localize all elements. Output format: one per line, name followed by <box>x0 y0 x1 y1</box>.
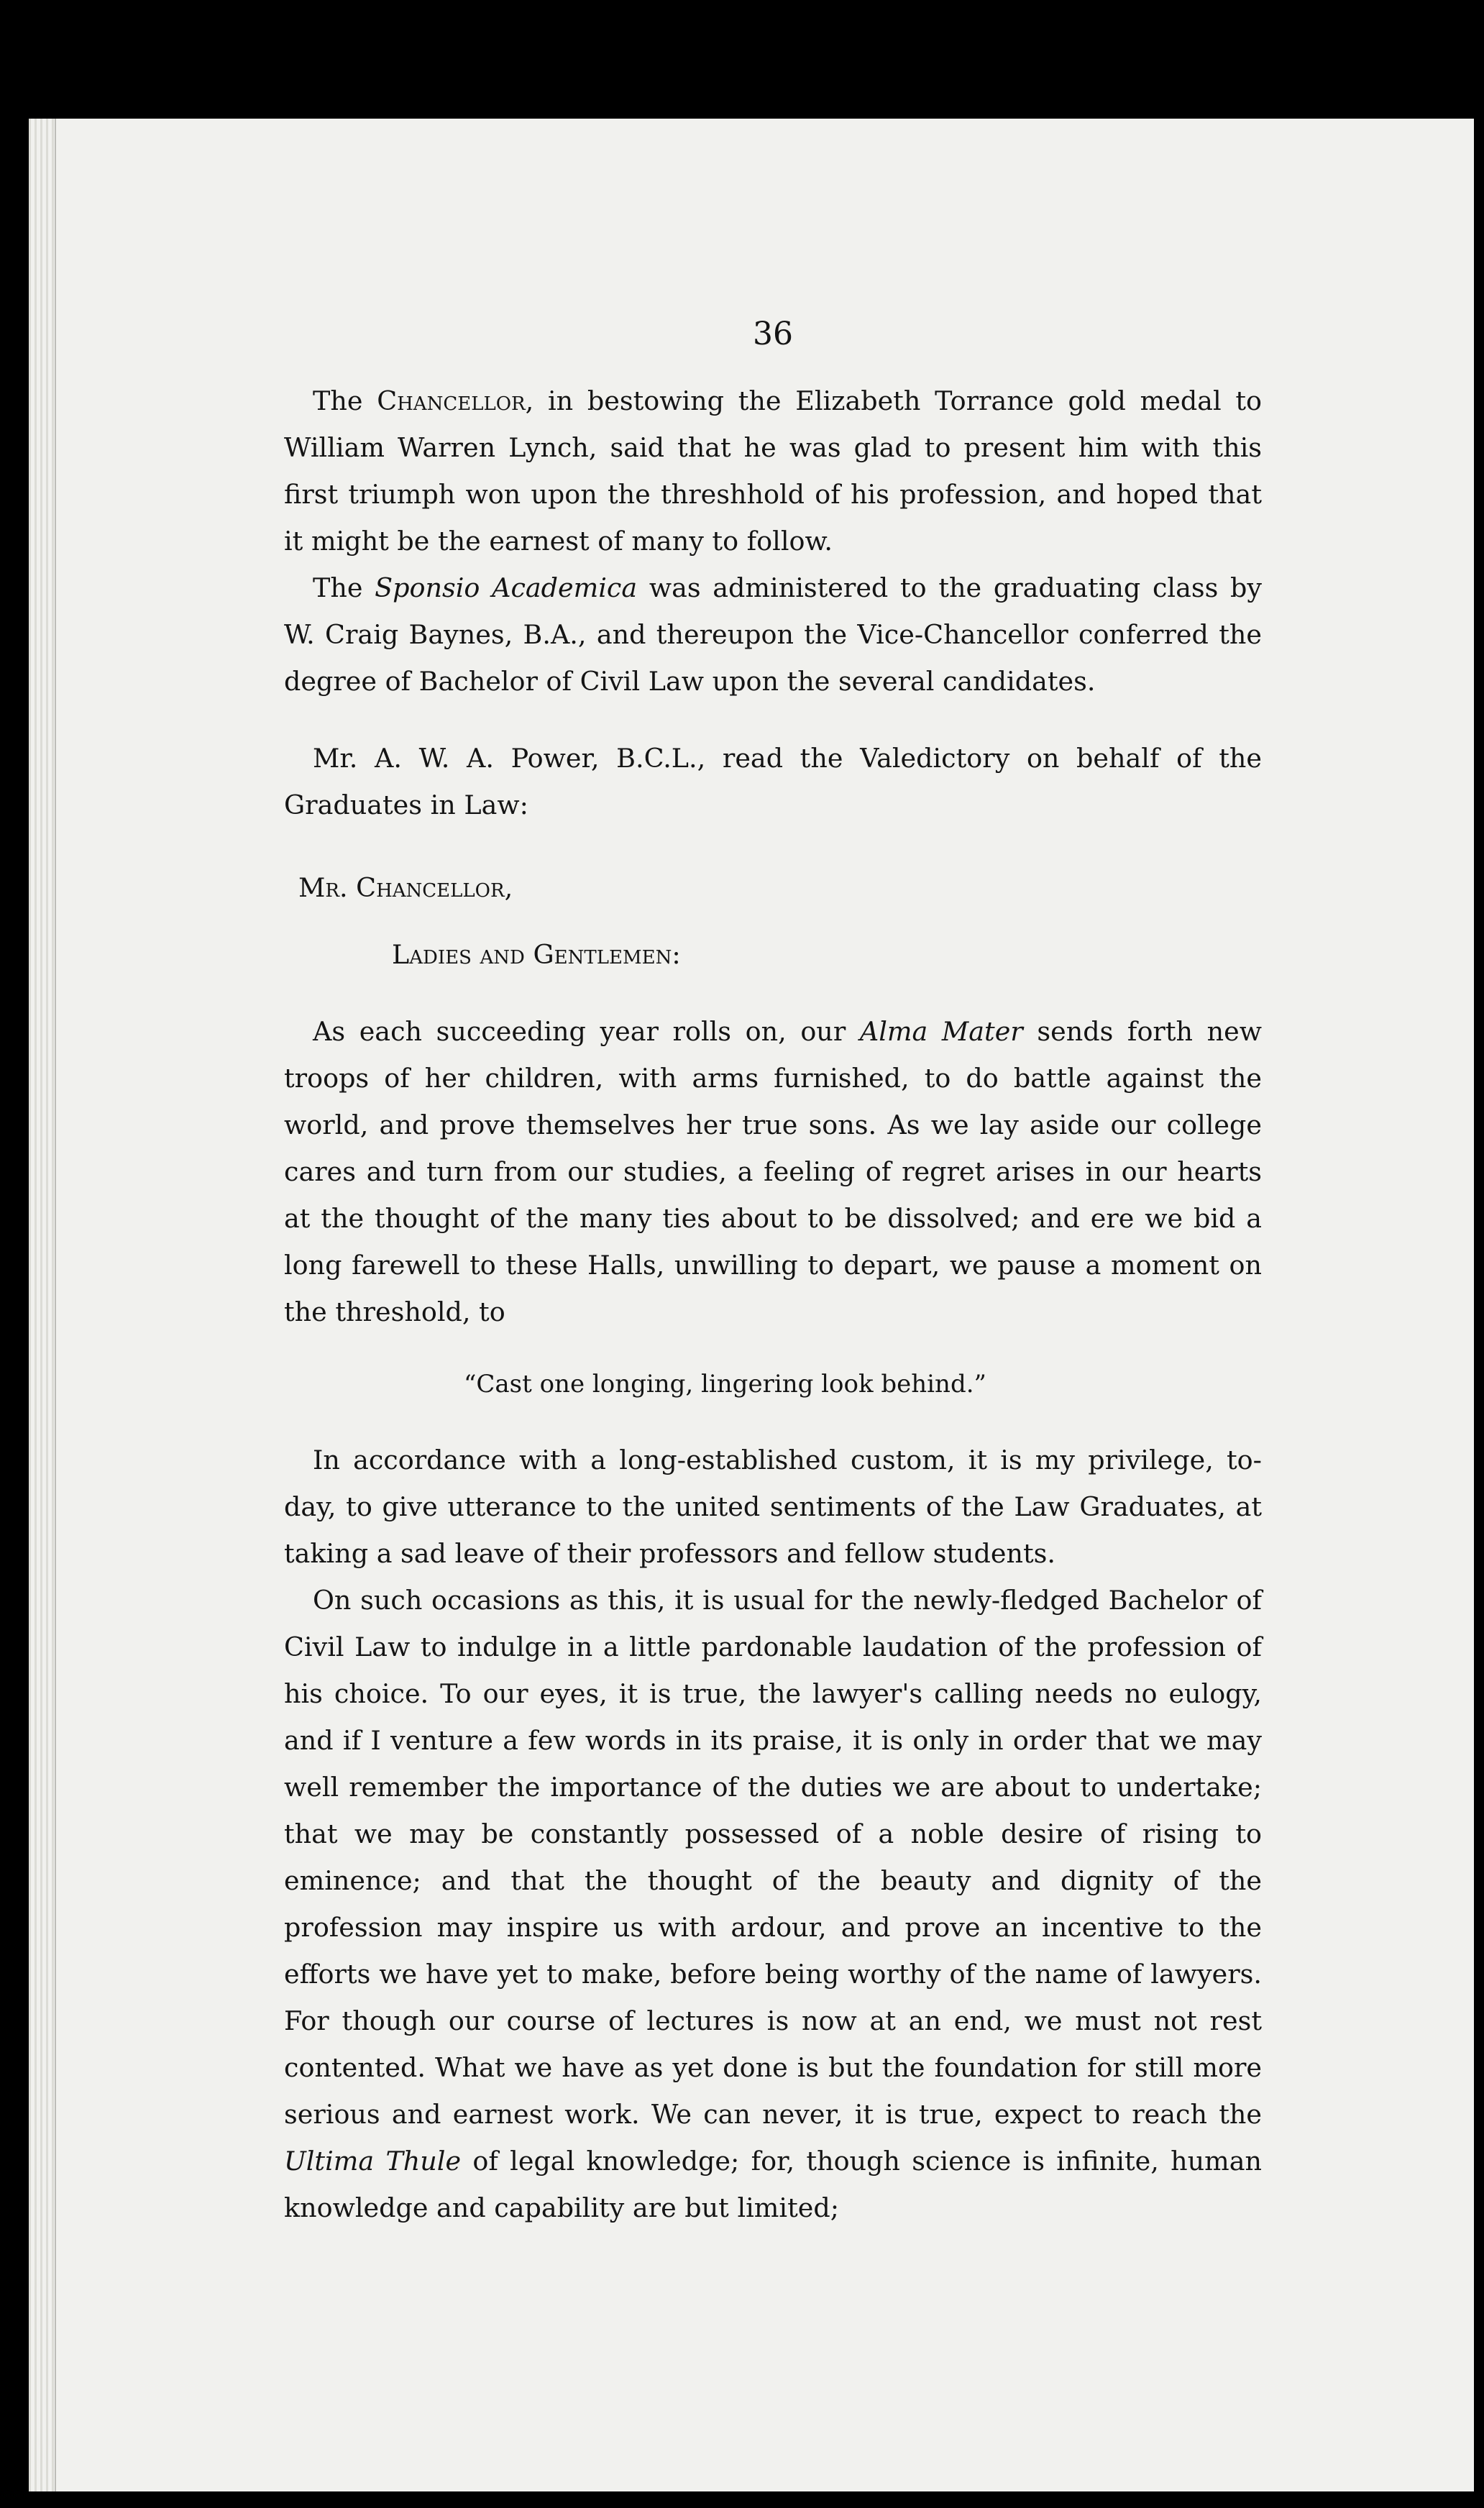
italic-ultima-thule: Ultima Thule <box>284 2146 462 2177</box>
paragraph-alma-mater: As each succeeding year rolls on, our Alma Mater sends forth new troops of her children, with arms furnished, to do battle against the world, and prove themselves her true sons. As we lay aside our college cares and turn from our studies, a feeling of regret arises in our hearts at the thought of the many ties about to be dissolved; and ere we bid a long farewell to these Halls, unwilling to depart, we pause a moment on the threshold, to <box>284 1016 1263 1327</box>
page-number: 36 <box>753 316 793 352</box>
italic-sponsio-academica: Sponsio Academica <box>375 572 638 603</box>
quotation: “Cast one longing, lingering look behind.” <box>464 1370 986 1399</box>
book-page <box>29 119 1474 2491</box>
salutation-chancellor: Mr. Chancellor, <box>298 872 513 903</box>
paragraph-valedictory-intro: Mr. A. W. A. Power, B.C.L., read the Valedictory on behalf of the Graduates in Law: <box>284 743 1262 820</box>
page-edges <box>29 119 56 2491</box>
salutation-ladies-gentlemen: Ladies and Gentlemen: <box>392 939 681 970</box>
italic-alma-mater: Alma Mater <box>859 1016 1023 1047</box>
small-caps-chancellor: Chancellor <box>377 385 526 416</box>
paragraph-profession: On such occasions as this, it is usual for the newly-fledged Bachelor of Civil Law to indulge in a little pardonable laudation of the profession of his choice. To our eyes, it is true, the lawyer's calling needs no eulogy, and if I venture a few words in its praise, it is only in order that we may well remember the importance of the duties we are about to undertake; that we may be constantly possessed of a noble desire of rising to eminence; and that the thought of the beauty and dignity of the profession may inspire us with ardour, and prove an incentive to the efforts we have yet to make, before being worthy of the name of lawyers. For though our course of lectures is now at an end, we must not rest contented. What we have as yet done is but the foundation for still more serious and earnest work. We can never, it is true, expect to reach the Ultima Thule of legal knowledge; for, though science is infinite, human knowledge and capability are but limited; <box>284 1585 1263 2223</box>
paragraph-custom: In accordance with a long-established custom, it is my privilege, to-day, to give utterance to the united sentiments of the Law Graduates, at taking a sad leave of their professors and fellow students. <box>284 1445 1262 1569</box>
paragraph-chancellor-medal: The Chancellor, in bestowing the Elizabeth Torrance gold medal to William Warren Lynch, said that he was glad to present him with this first triumph won upon the threshhold of his profession, and hoped that it might be the earnest of many to follow. <box>284 385 1262 557</box>
paragraph-sponsio: The Sponsio Academica was administered to the graduating class by W. Craig Baynes, B.A., and thereupon the Vice-Chancellor conferred the degree of Bachelor of Civil Law upon the several candidates. <box>284 572 1263 697</box>
page-text <box>284 306 1262 2231</box>
